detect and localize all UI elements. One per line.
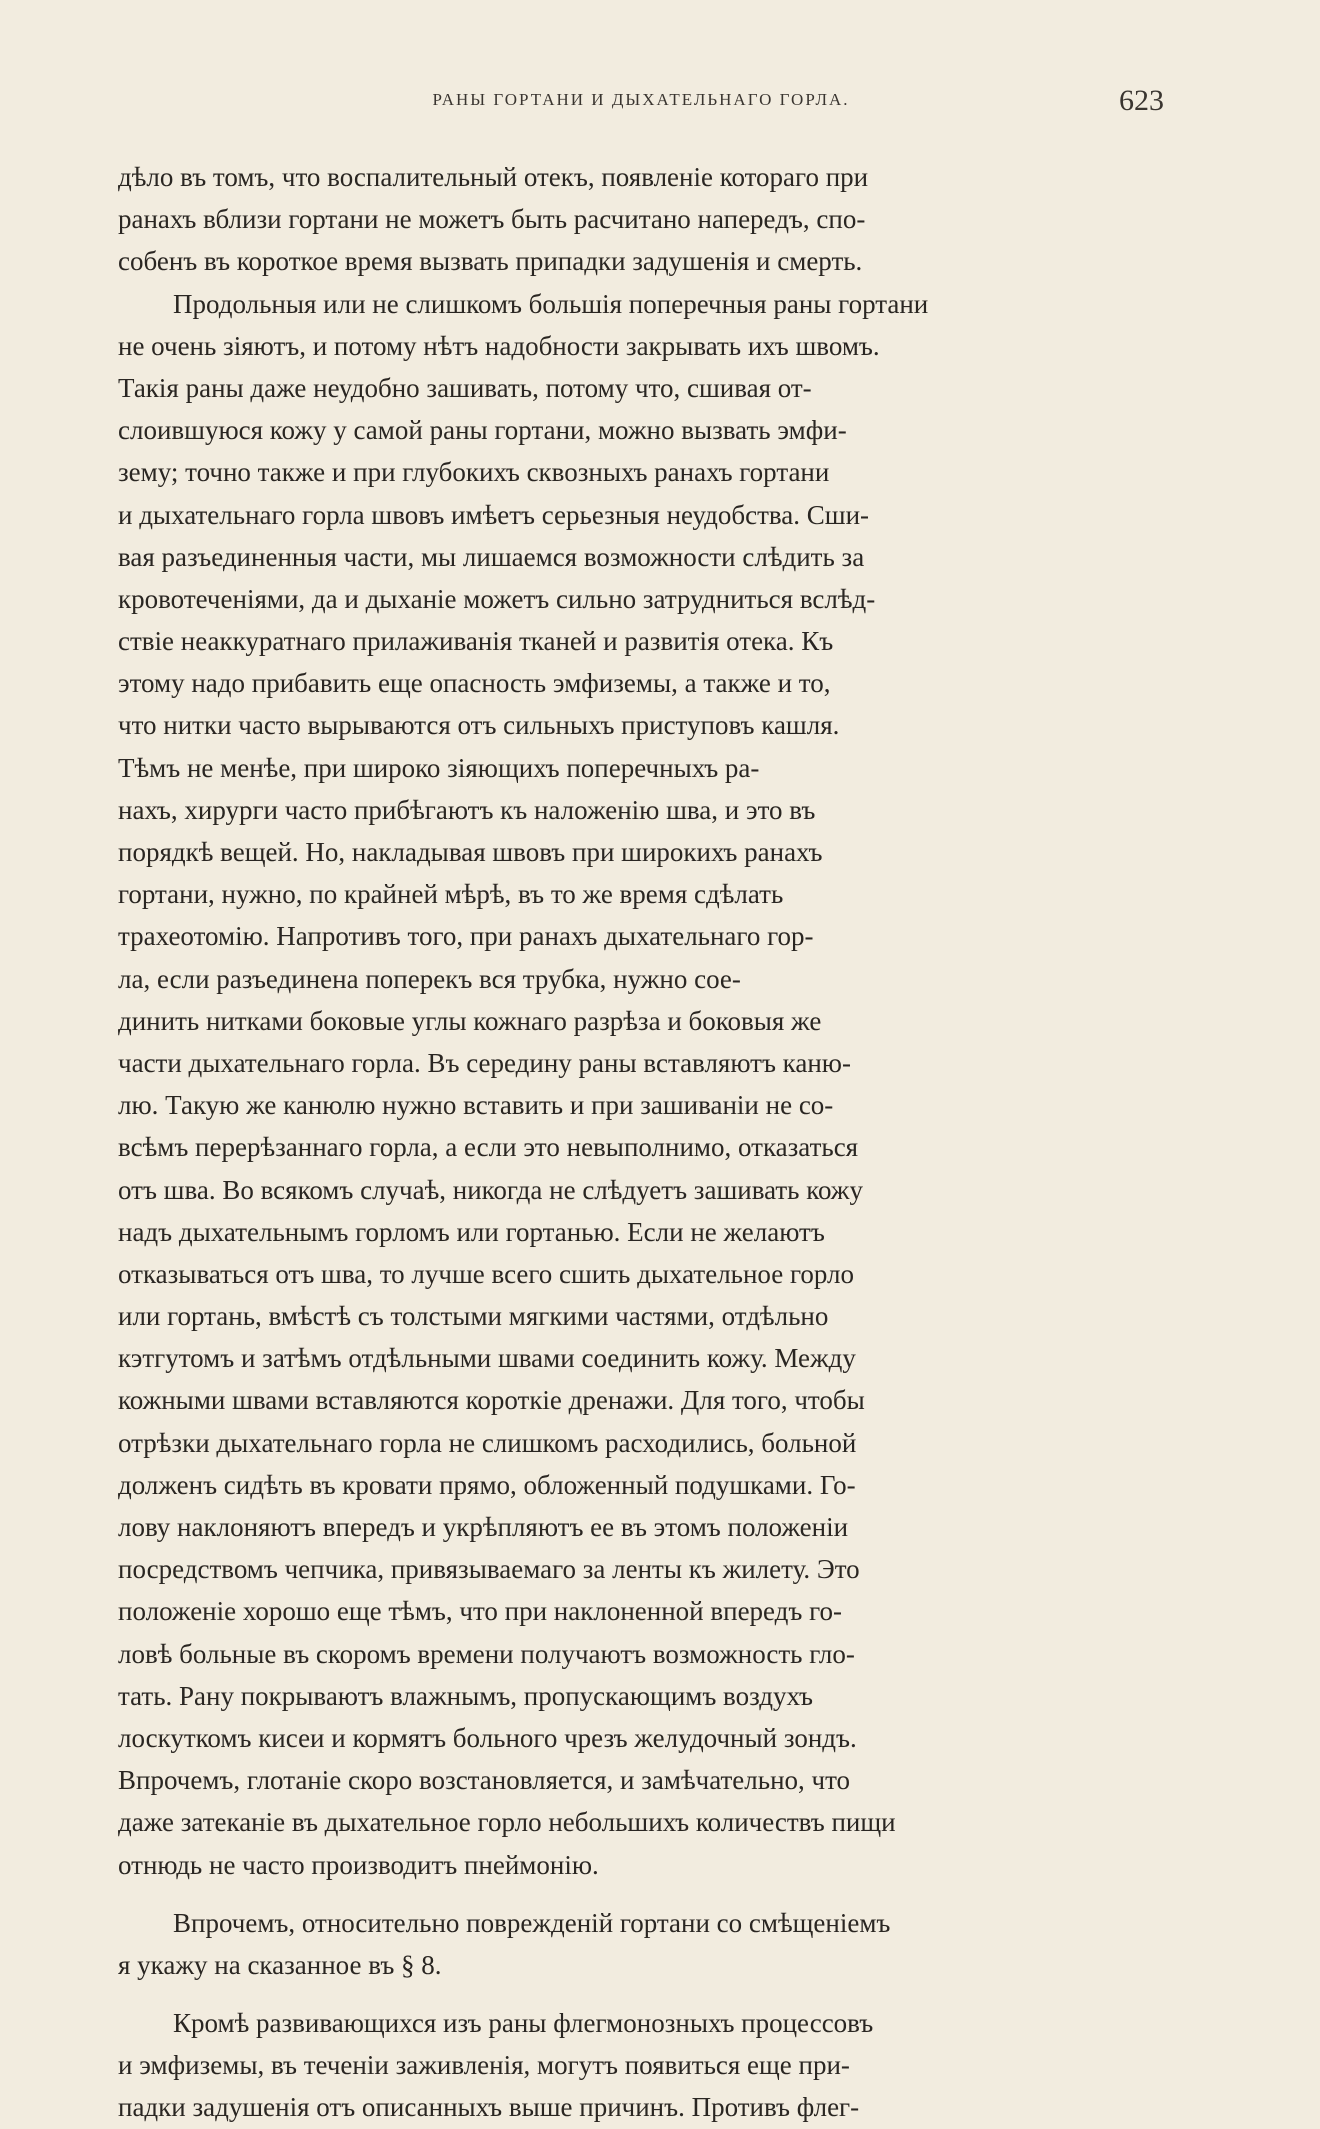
text-line: нахъ, хирурги часто прибѣгаютъ къ наложенію шва, и это въ [118, 794, 816, 825]
text-line: порядкѣ вещей. Но, накладывая швовъ при широкихъ ранахъ [118, 837, 823, 867]
paragraph [118, 156, 1164, 283]
text-line: собенъ въ короткое время вызвать припадки задушенія и смерть. [118, 246, 863, 277]
text-line: кэтгутомъ и затѣмъ отдѣльными швами соединить кожу. Между [118, 1343, 856, 1374]
paragraph-gap [118, 1886, 1164, 1902]
text-line: ла, если разъединена поперекъ вся трубка, нужно сое- [118, 963, 741, 994]
text-line: и эмфиземы, въ теченіи заживленія, могутъ появиться еще при- [118, 2050, 850, 2081]
text-line: падки задушенія отъ описанныхъ выше причинъ. Противъ флег- [118, 2092, 860, 2123]
page-number: 623 [1119, 84, 1164, 117]
text-line: отъ шва. Во всякомъ случаѣ, никогда не слѣдуетъ зашивать кожу [118, 1174, 863, 1205]
text-line: ствіе неаккуратнаго прилаживанія тканей и развитія отека. Къ [118, 626, 834, 657]
paragraph [118, 1902, 1164, 1986]
text-line: лю. Такую же канюлю нужно вставить и при зашиваніи не со- [118, 1090, 834, 1121]
text-line: динить нитками боковые углы кожнаго разрѣза и боковыя же [118, 1005, 822, 1036]
text-line: дѣло въ томъ, что воспалительный отекъ, появленіе котораго при [118, 162, 869, 192]
text-line: ранахъ вблизи гортани не можетъ быть расчитано напередъ, спо- [118, 204, 866, 235]
text-line: надъ дыхательнымъ горломъ или гортанью. Если не желаютъ [118, 1216, 825, 1247]
text-line: отнюдь не часто производитъ пнеймонію. [118, 1849, 599, 1880]
text-line: слоившуюся кожу у самой раны гортани, можно вызвать эмфи- [118, 415, 847, 446]
text-line: посредствомъ чепчика, привязываемаго за ленты къ жилету. Это [118, 1554, 860, 1585]
text-line: кожными швами вставляются короткіе дренажи. Для того, чтобы [118, 1385, 865, 1416]
text-line: тать. Рану покрываютъ влажнымъ, пропускающимъ воздухъ [118, 1680, 813, 1711]
running-head: РАНЫ ГОРТАНИ И ДЫХАТЕЛЬНАГО ГОРЛА. [432, 90, 850, 109]
text-line: отказываться отъ шва, то лучше всего сшить дыхательное горло [118, 1258, 855, 1289]
page-header [118, 84, 1164, 124]
text-line: или гортань, вмѣстѣ съ толстыми мягкими частями, отдѣльно [118, 1301, 829, 1332]
text-line: Кромѣ развивающихся изъ раны флегмонозныхъ процессовъ [173, 2008, 874, 2039]
text-line: всѣмъ перерѣзаннаго горла, а если это невыполнимо, отказаться [118, 1132, 859, 1163]
text-line: вая разъединенныя части, мы лишаемся возможности слѣдить за [118, 541, 865, 572]
text-line: что нитки часто вырываются отъ сильныхъ приступовъ кашля. [118, 710, 840, 741]
text-line: кровотеченіями, да и дыханіе можетъ сильно затрудниться вслѣд- [118, 583, 876, 614]
text-line: гортани, нужно, по крайней мѣрѣ, въ то же время сдѣлать [118, 879, 784, 910]
text-line: этому надо прибавить еще опасность эмфиземы, а также и то, [118, 668, 831, 699]
text-line: Впрочемъ, относительно поврежденій гортани со смѣщеніемъ [173, 1907, 891, 1938]
text-line: лову наклоняютъ впередъ и укрѣпляютъ ее въ этомъ положеніи [118, 1512, 849, 1542]
text-line: ловѣ больные въ скоромъ времени получаютъ возможность гло- [118, 1638, 855, 1669]
text-line: долженъ сидѣть въ кровати прямо, обложенный подушками. Го- [118, 1469, 856, 1500]
text-line: даже затеканіе въ дыхательное горло небольшихъ количествъ пищи [118, 1807, 896, 1838]
text-line: трахеотомію. Напротивъ того, при ранахъ дыхательнаго гор- [118, 921, 814, 952]
text-line: лоскуткомъ кисеи и кормятъ больного чрезъ желудочный зондъ. [118, 1722, 857, 1753]
body-text [118, 156, 1164, 2129]
paragraph [118, 283, 1164, 1886]
paragraph [118, 2002, 1164, 2129]
text-line: части дыхательнаго горла. Въ середину раны вставляютъ каню- [118, 1047, 851, 1078]
text-line: и дыхательнаго горла швовъ имѣетъ серьезныя неудобства. Сши- [118, 499, 870, 530]
text-line: я укажу на сказанное въ § 8. [118, 1949, 442, 1980]
text-line: зему; точно также и при глубокихъ сквозныхъ ранахъ гортани [118, 457, 830, 488]
paragraph-gap [118, 1986, 1164, 2002]
text-line: Такія раны даже неудобно зашивать, потому что, сшивая от- [118, 372, 812, 403]
text-line: не очень зіяютъ, и потому нѣтъ надобности закрывать ихъ швомъ. [118, 330, 880, 361]
text-line: отрѣзки дыхательнаго горла не слишкомъ расходились, больной [118, 1427, 857, 1458]
text-line: положеніе хорошо еще тѣмъ, что при наклоненной впередъ го- [118, 1596, 843, 1627]
text-line: Тѣмъ не менѣе, при широко зіяющихъ поперечныхъ ра- [118, 752, 760, 783]
text-line: Продольныя или не слишкомъ большія поперечныя раны гортани [173, 288, 929, 319]
text-line: Впрочемъ, глотаніе скоро возстановляется, и замѣчательно, что [118, 1765, 851, 1796]
